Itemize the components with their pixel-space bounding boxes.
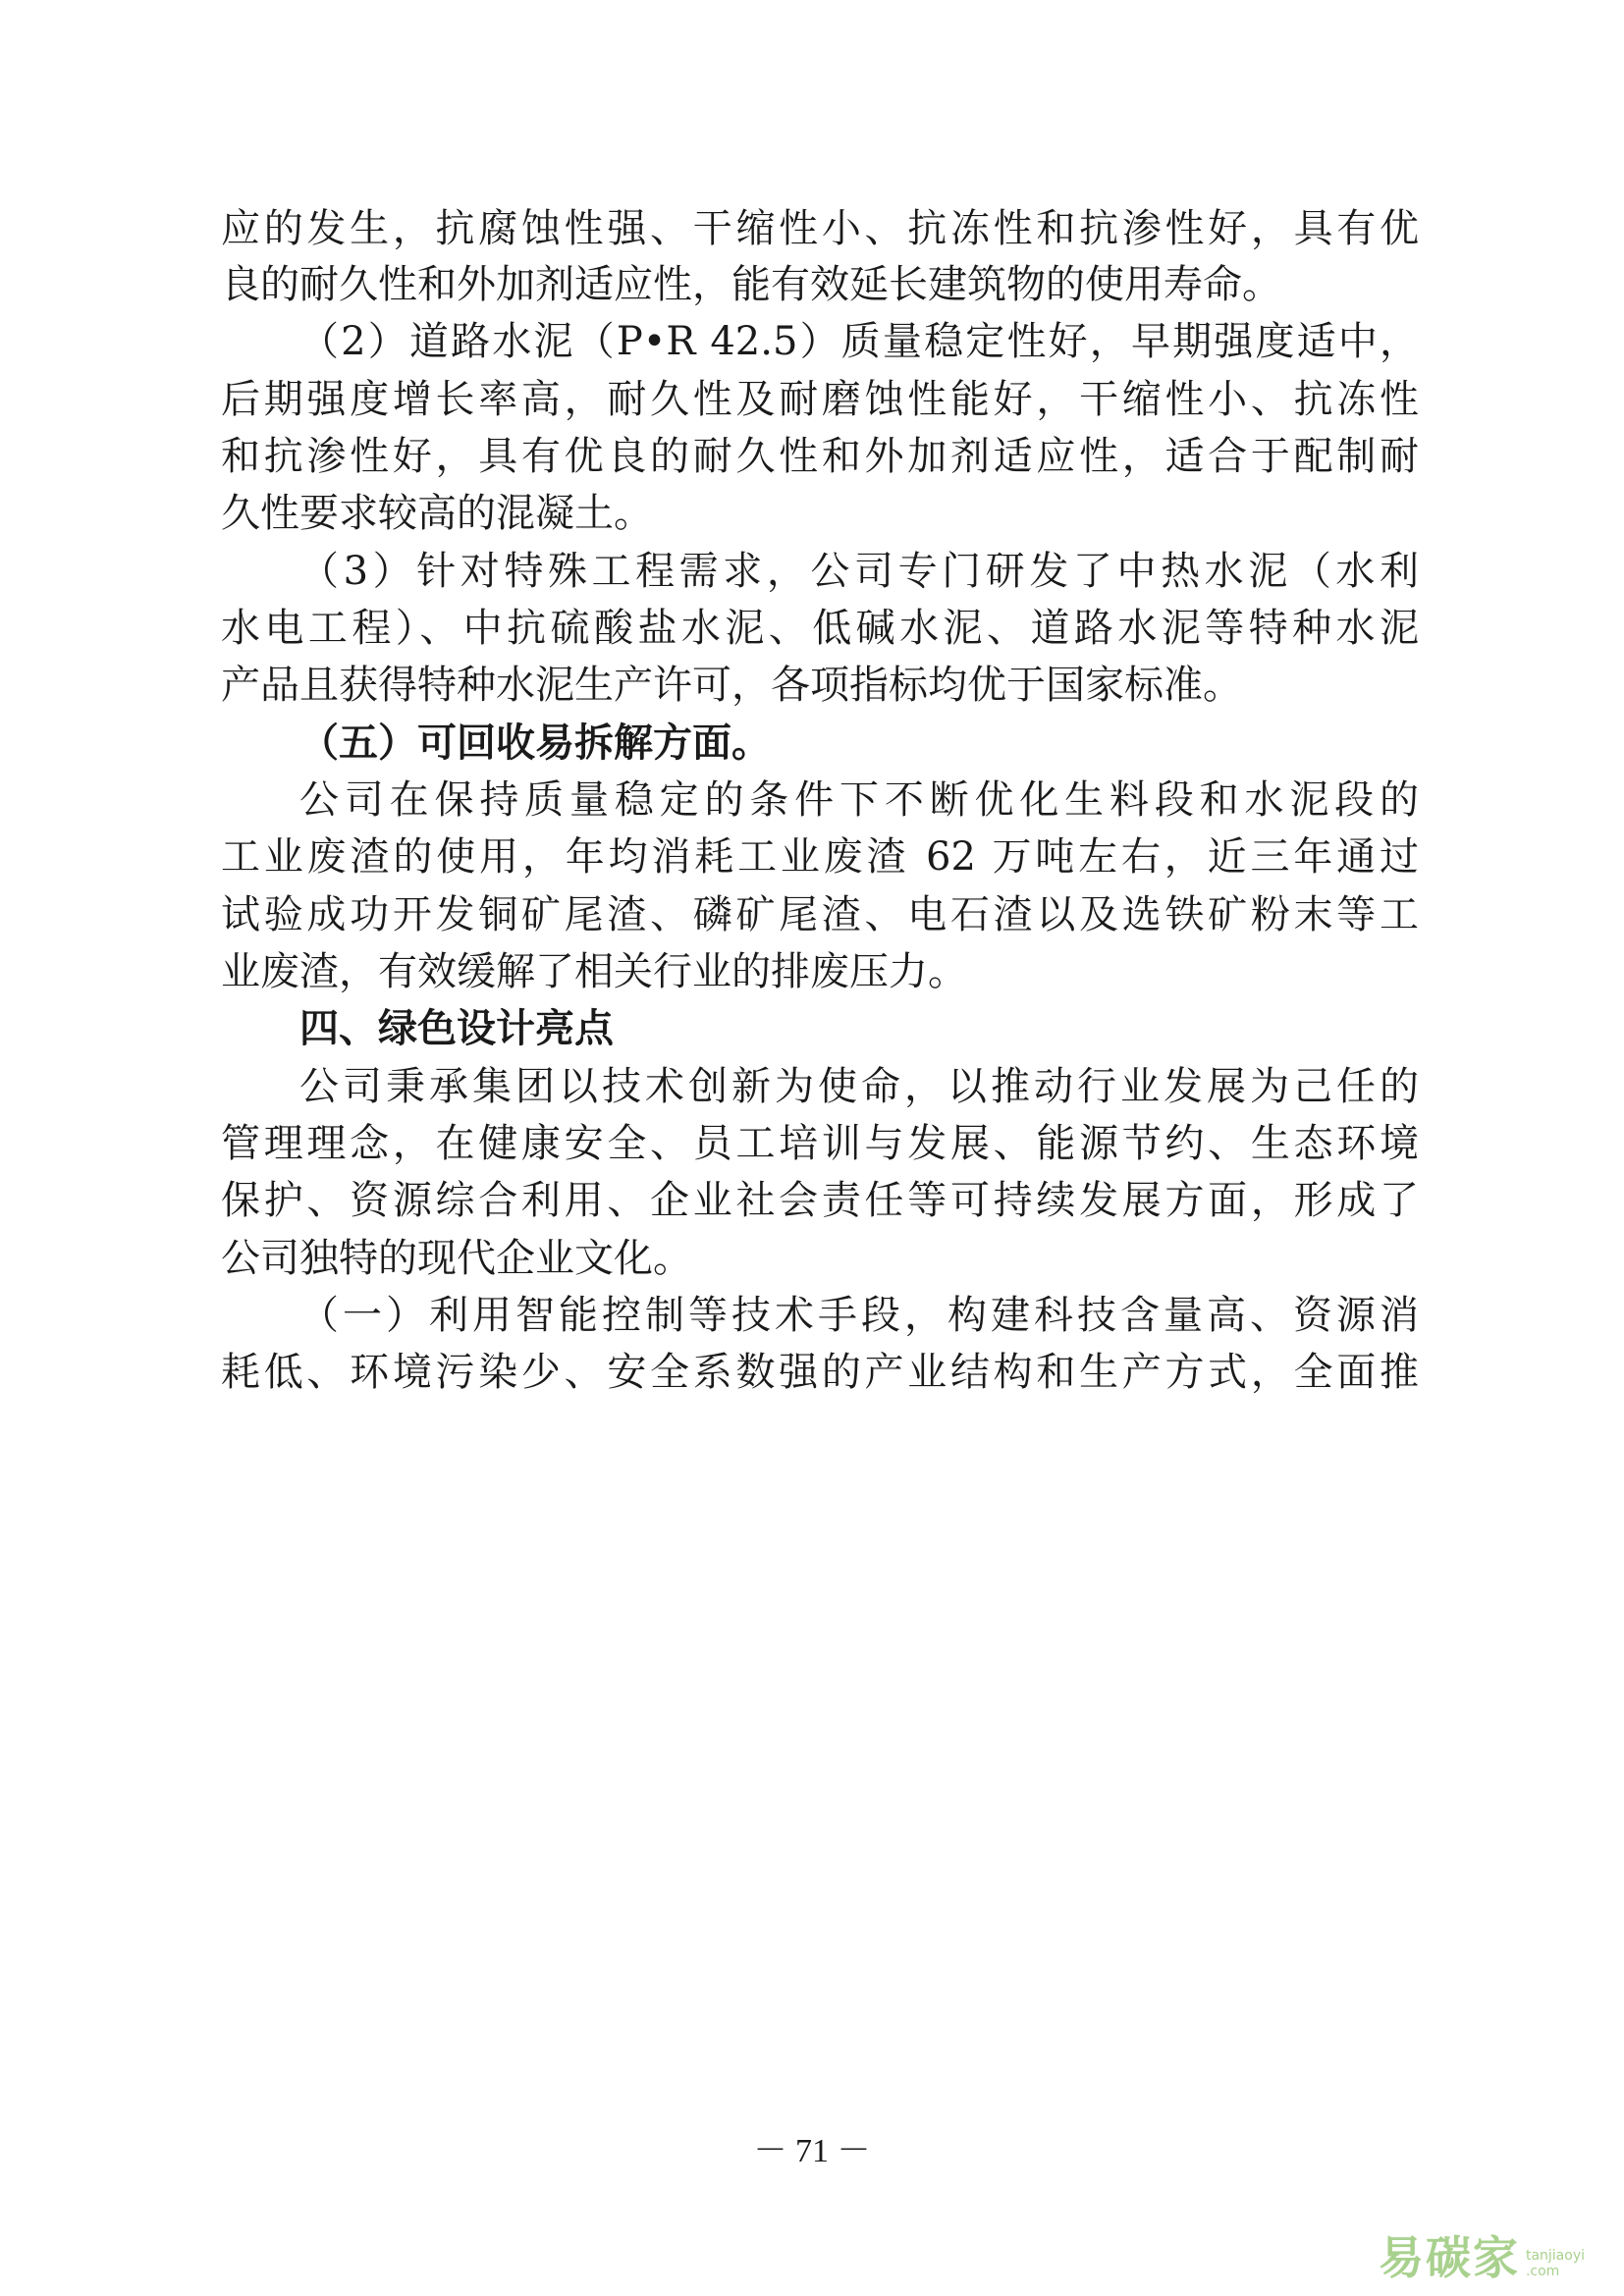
paragraph-line: （3）针对特殊工程需求，公司专门研发了中热水泥（水利 <box>299 549 1419 594</box>
paragraph-line: 耗低、环境污染少、安全系数强的产业结构和生产方式，全面推 <box>221 1350 1419 1395</box>
watermark-domain-bottom: .com <box>1525 2264 1560 2279</box>
paragraph-line: （2）道路水泥（P•R 42.5）质量稳定性好，早期强度适中， <box>299 319 1419 364</box>
paragraph-line: 良的耐久性和外加剂适应性，能有效延长建筑物的使用寿命。 <box>221 262 1281 307</box>
watermark-domain <box>1526 2248 1585 2285</box>
paragraph-line: 工业废渣的使用，年均消耗工业废渣 62 万吨左右，近三年通过 <box>221 834 1419 880</box>
paragraph-line: 水电工程）、中抗硫酸盐水泥、低碱水泥、道路水泥等特种水泥 <box>221 606 1419 651</box>
page-number: － 71 － <box>753 2133 871 2169</box>
paragraph-line: 公司秉承集团以技术创新为使命，以推动行业发展为己任的 <box>299 1064 1419 1109</box>
paragraph-line: 管理理念，在健康安全、员工培训与发展、能源节约、生态环境 <box>221 1121 1419 1166</box>
paragraph-line: 后期强度增长率高，耐久性及耐磨蚀性能好，干缩性小、抗冻性 <box>221 377 1419 422</box>
chapter-heading: 四、绿色设计亮点 <box>299 1005 614 1051</box>
paragraph-line: 产品且获得特种水泥生产许可，各项指标均优于国家标准。 <box>221 663 1242 708</box>
paragraph-line: 和抗渗性好，具有优良的耐久性和外加剂适应性，适合于配制耐 <box>221 434 1419 479</box>
paragraph-line: 公司在保持质量稳定的条件下不断优化生料段和水泥段的 <box>299 777 1419 823</box>
paragraph-line: 试验成功开发铜矿尾渣、磷矿尾渣、电石渣以及选铁矿粉末等工 <box>221 892 1419 937</box>
paragraph-line: 久性要求较高的混凝土。 <box>221 491 653 536</box>
watermark-domain-top: tanjiaoyi <box>1525 2248 1585 2264</box>
paragraph-line: 保护、资源综合利用、企业社会责任等可持续发展方面，形成了 <box>221 1178 1419 1223</box>
section-heading: （五）可回收易拆解方面。 <box>299 720 771 766</box>
paragraph-line: 公司独特的现代企业文化。 <box>221 1236 692 1281</box>
paragraph-line: （一）利用智能控制等技术手段，构建科技含量高、资源消 <box>299 1293 1419 1338</box>
watermark-logo <box>1379 2226 1585 2285</box>
paragraph-line: 业废渣，有效缓解了相关行业的排废压力。 <box>221 949 967 994</box>
watermark-text: 易碳家 <box>1378 2231 1520 2284</box>
paragraph-line: 应的发生，抗腐蚀性强、干缩性小、抗冻性和抗渗性好，具有优 <box>221 206 1419 251</box>
